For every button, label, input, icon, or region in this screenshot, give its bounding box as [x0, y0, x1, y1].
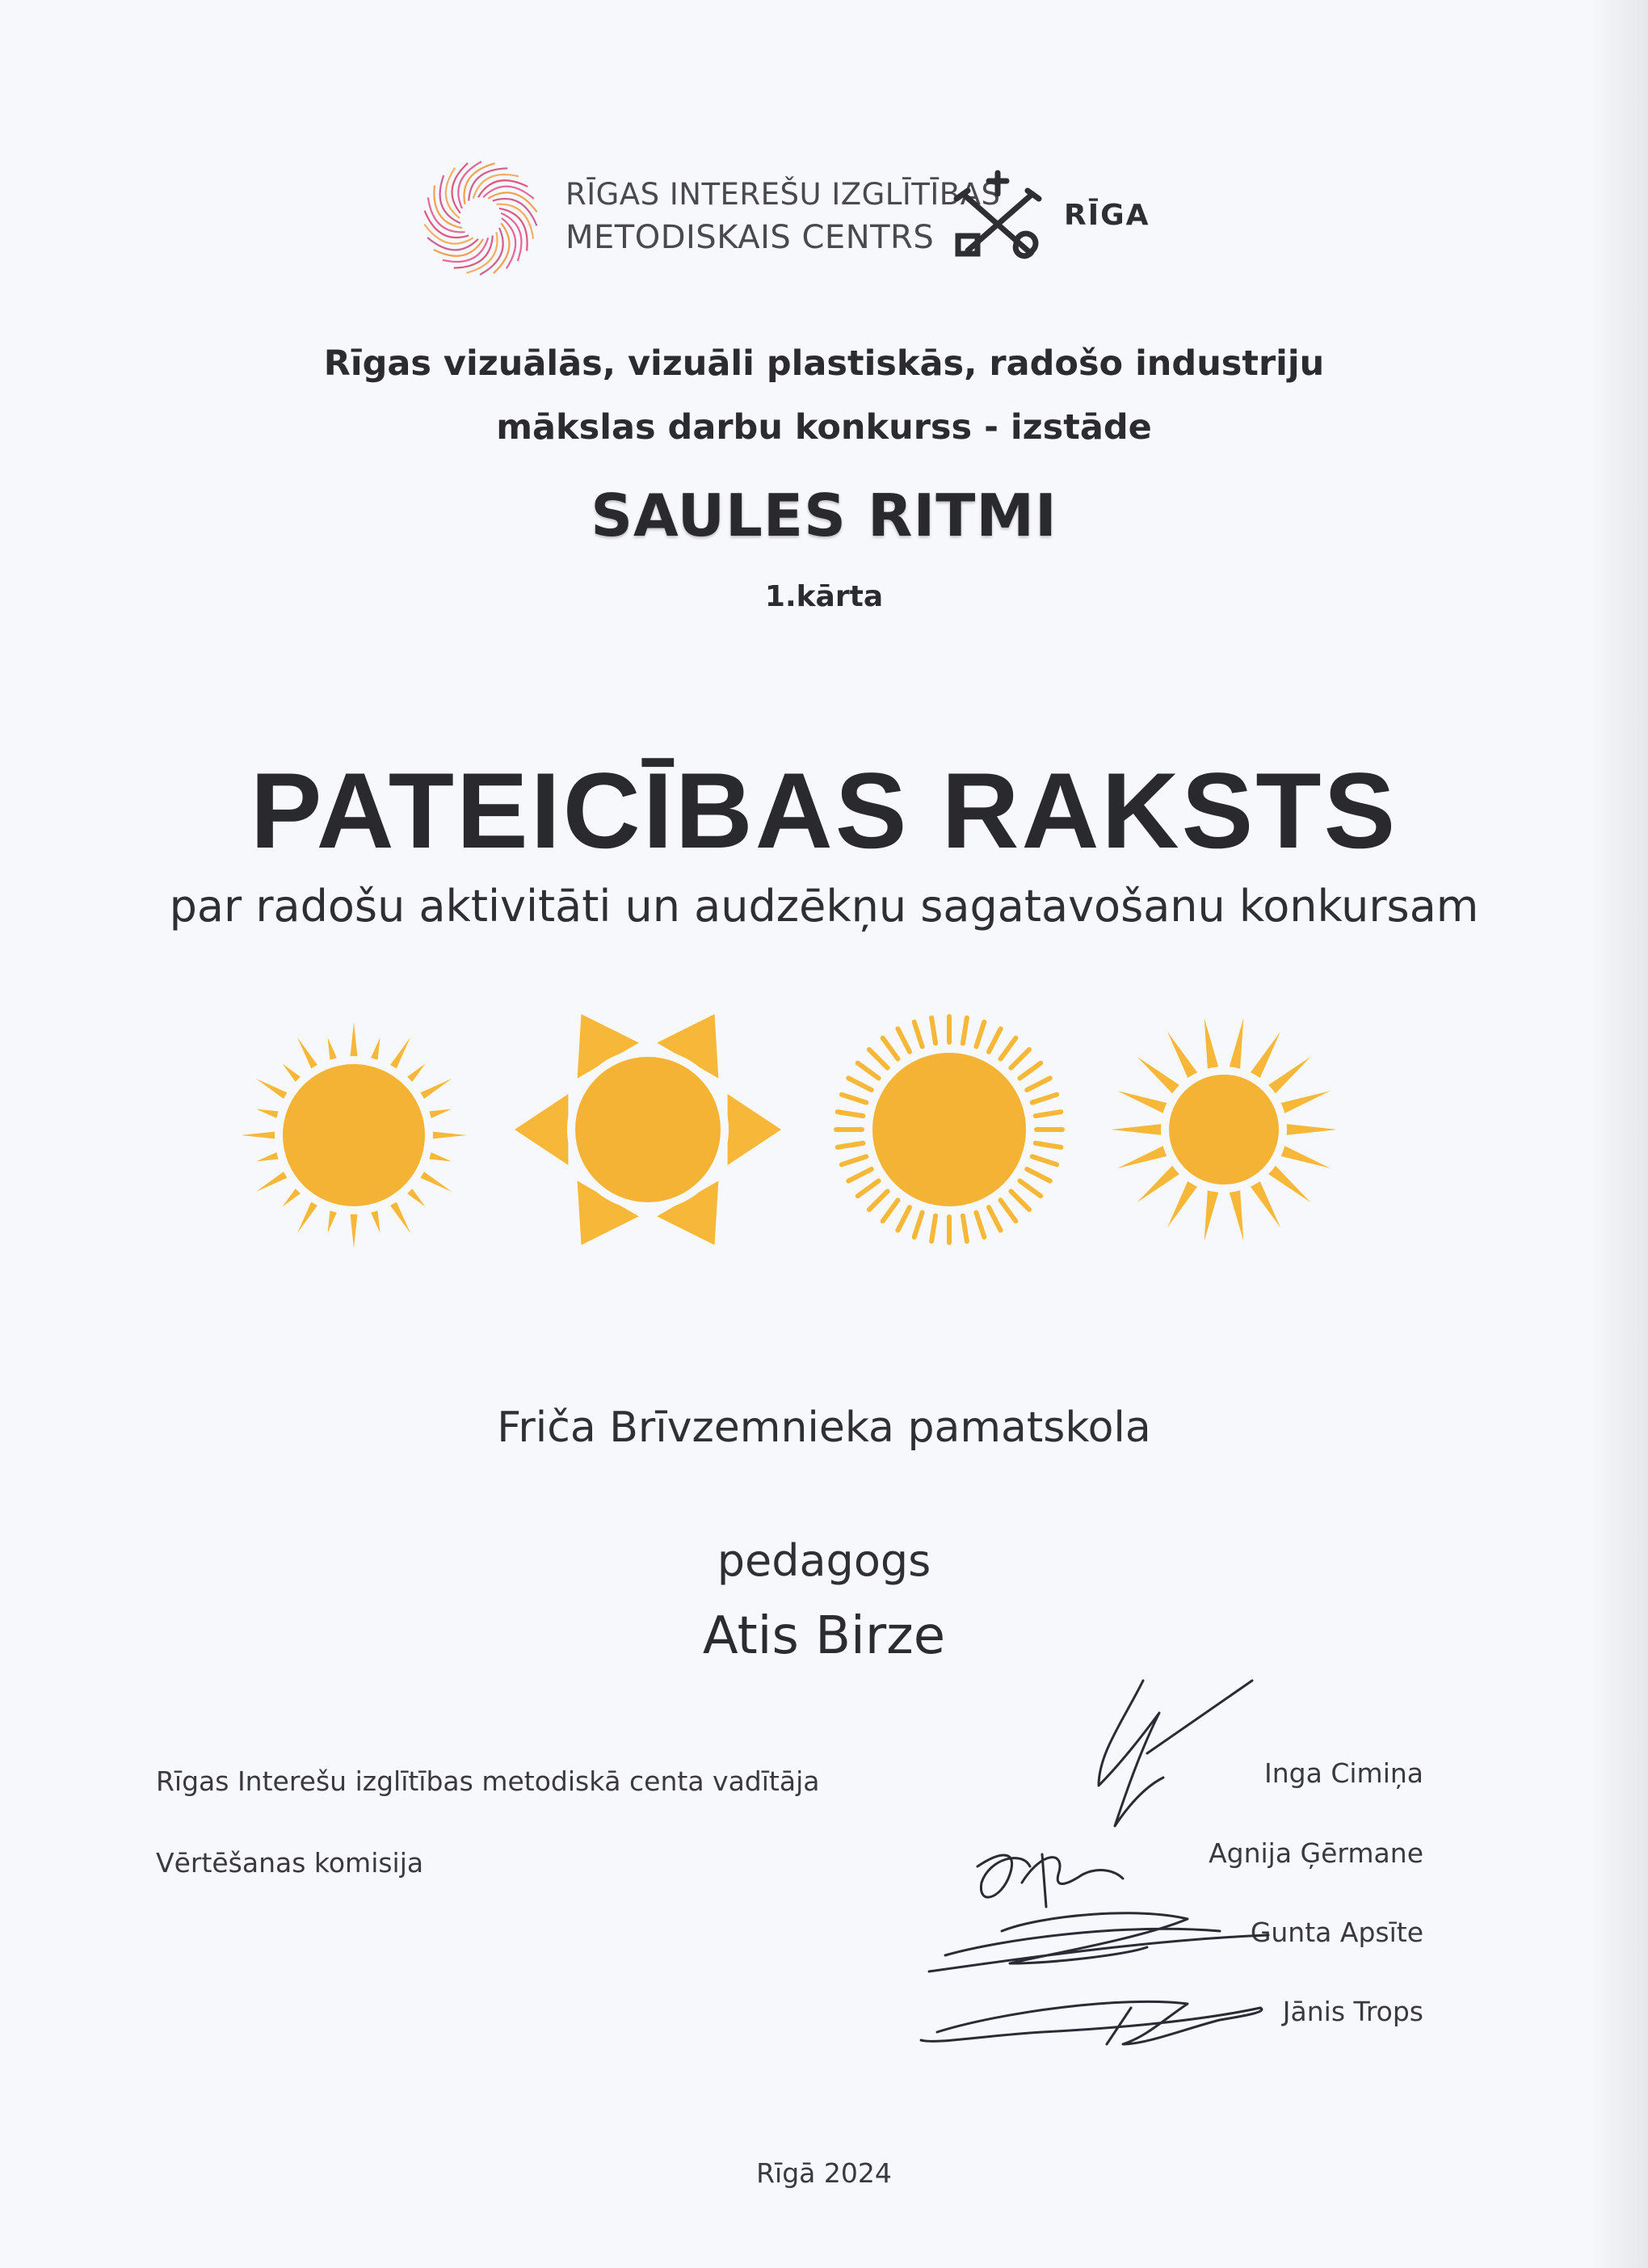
event-round: 1.kārta	[764, 580, 884, 613]
recipient-school: Friča Brīvzemnieka pamatskola	[497, 1403, 1151, 1452]
commission-label: Vērtēšanas komisija	[156, 1847, 424, 1879]
event-title: SAULES RITMI	[591, 482, 1057, 549]
event-description-line2: mākslas darbu konkurss - izstāde	[496, 407, 1152, 448]
certificate-subtitle: par radošu aktivitāti un audzēkņu sagatavošanu konkursam	[169, 881, 1479, 932]
metodiskais-centrs-logo-icon	[416, 158, 545, 279]
paper-edge-shadow	[1591, 0, 1648, 2268]
event-description-line1: Rīgas vizuālās, vizuāli plastiskās, radošo industriju	[323, 343, 1325, 384]
recipient-role: pedagogs	[717, 1535, 931, 1586]
signatory-name: Agnija Ģērmane	[1209, 1837, 1423, 1869]
sun-thin-rays-icon	[242, 1022, 467, 1248]
org-name-line2: METODISKAIS CENTRS	[565, 219, 935, 256]
signatory-name: Inga Cimiņa	[1264, 1757, 1423, 1789]
riga-crossed-keys-icon	[953, 170, 1042, 260]
handwritten-signatures	[881, 1664, 1301, 2068]
signatory-name: Gunta Apsīte	[1250, 1917, 1423, 1948]
director-label: Rīgas Interešu izglītības metodiskā centa vadītāja	[156, 1765, 820, 1797]
sun-star-rays-icon	[515, 1014, 781, 1245]
signatory-name: Jānis Trops	[1282, 1996, 1423, 2027]
sun-illustrations	[242, 1014, 1341, 1256]
certificate-title: PATEICĪBAS RAKSTS	[250, 751, 1398, 871]
org-name-line1: RĪGAS INTEREŠU IZGLĪTĪBAS	[565, 177, 1001, 212]
place-and-date: Rīgā 2024	[756, 2157, 892, 2189]
recipient-name: Atis Birze	[702, 1606, 946, 1666]
riga-city-label: RĪGA	[1064, 199, 1150, 232]
sun-pointed-rays-icon	[1111, 1018, 1337, 1241]
sun-dense-rays-icon	[836, 1016, 1062, 1243]
